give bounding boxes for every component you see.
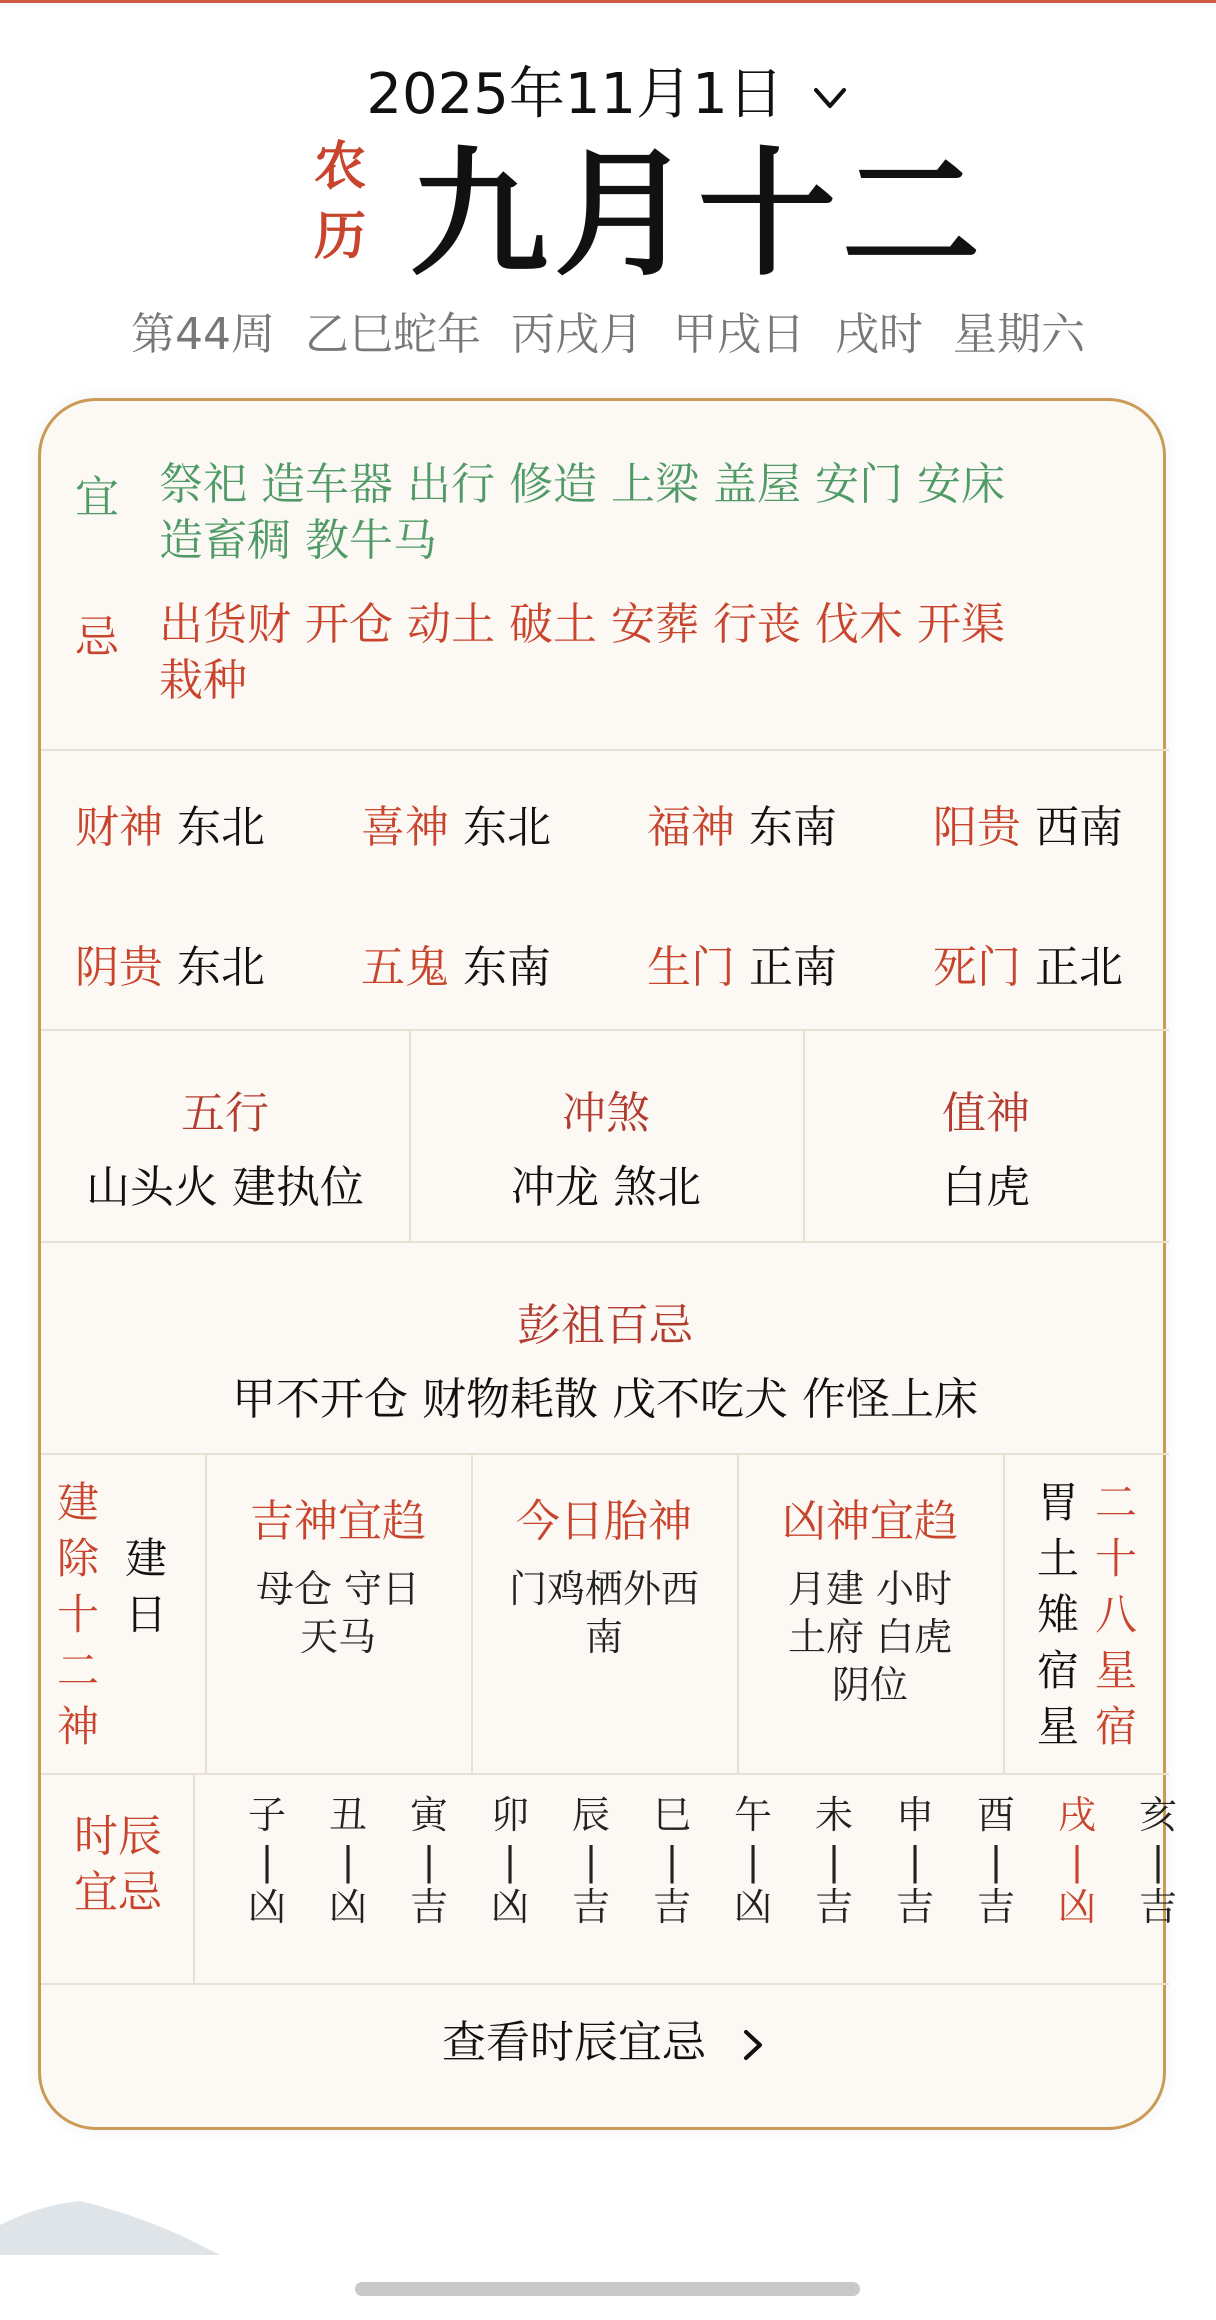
jishen-line: 天马 [299,1615,376,1659]
shichen-luck: 吉 [1138,1885,1177,1929]
shichen-bar: | [746,1839,760,1883]
chevron-down-icon [810,78,850,118]
xiongshen-value [737,1565,1003,1709]
xiu-label-char: 二 [1094,1478,1137,1527]
shichen-name: 酉 [976,1793,1015,1837]
xiu-label-char: 宿 [1094,1702,1137,1751]
shichen-item [1047,1789,1107,1933]
ji-item: 出货财 [159,599,291,650]
weekday: 星期六 [953,309,1085,360]
direction-value: 东北 [177,942,265,993]
divider [41,1773,1169,1775]
month-ganzhi: 丙戌月 [511,309,643,360]
shichen-name: 子 [247,1793,286,1837]
direction-fushen [647,791,837,855]
shichen-item [885,1789,945,1933]
xiu-label [1091,1475,1141,1755]
direction-key: 喜神 [361,802,449,853]
date-selector[interactable] [0,50,1216,130]
shichen-item [1128,1789,1188,1933]
shichen-item [723,1789,783,1933]
yi-item: 出行 [407,459,495,510]
taishen-title: 今日胎神 [516,1496,692,1547]
shichen-name: 寅 [409,1793,448,1837]
shichen-luck: 吉 [895,1885,934,1929]
shichen-item [966,1789,1026,1933]
yi-label: 宜 [75,472,119,523]
shichen-luck: 凶 [247,1885,286,1929]
shichen-name: 未 [814,1793,853,1837]
direction-value: 东南 [749,802,837,853]
solar-date: 2025年11月1日 [366,62,784,127]
shichen-name: 申 [895,1793,934,1837]
shichen-bar: | [665,1839,679,1883]
mountain-decoration [0,2195,220,2255]
ji-item: 行丧 [713,599,801,650]
shichen-luck: 凶 [490,1885,529,1929]
yi-item: 安床 [917,459,1005,510]
shichen-luck: 凶 [328,1885,367,1929]
direction-key: 死门 [933,942,1021,993]
shichen-bar: | [827,1839,841,1883]
shichen-name: 午 [733,1793,772,1837]
jianchu-value-char: 建 [124,1534,167,1583]
shichen-name: 巳 [652,1793,691,1837]
shichen-bar: | [1151,1839,1165,1883]
direction-value: 东北 [463,802,551,853]
shichen-luck: 吉 [976,1885,1015,1929]
xiongshen-line: 土府 白虎 [787,1615,953,1659]
jianchu-label-char: 二 [56,1646,99,1695]
direction-wugui [361,931,551,995]
divider [193,1773,195,1983]
day-ganzhi: 甲戌日 [673,309,805,360]
jianchu-label-char: 除 [56,1534,99,1583]
divider [41,1453,1169,1455]
yi-item: 祭祀 [159,459,247,510]
jianchu-value [121,1531,171,1643]
divider [41,1241,1169,1243]
jishen-value [205,1565,471,1661]
wuxing-title: 五行 [181,1088,269,1139]
home-indicator[interactable] [355,2282,860,2296]
ji-item: 安葬 [611,599,699,650]
lunar-label-char: 历 [313,207,366,267]
xiongshen-line: 阴位 [831,1663,908,1707]
shichen-bar: | [341,1839,355,1883]
xiu-value [1033,1475,1083,1755]
direction-value: 西南 [1035,802,1123,853]
shichen-luck: 吉 [571,1885,610,1929]
jishen-title: 吉神宜趋 [250,1496,426,1547]
xiu-value-char: 宿 [1036,1646,1079,1695]
direction-key: 五鬼 [361,942,449,993]
top-accent-line [0,0,1216,3]
xiu-label-char: 星 [1094,1646,1137,1695]
jianchu-label [53,1475,103,1755]
direction-key: 生门 [647,942,735,993]
direction-xishen [361,791,551,855]
direction-shengmen [647,931,837,995]
chongsha-value: 冲龙 煞北 [511,1162,701,1213]
week-number: 第44周 [131,309,275,360]
pengzu-value: 甲不开仓 财物耗散 戊不吃犬 作怪上床 [232,1374,978,1425]
zhishen-title: 值神 [942,1088,1030,1139]
zhishen-value: 白虎 [942,1162,1030,1213]
yi-item: 造畜稠 [159,515,291,566]
shichen-item [318,1789,378,1933]
direction-yanggui [933,791,1123,855]
direction-key: 福神 [647,802,735,853]
shichen-name: 戌 [1057,1793,1096,1837]
shichen-item [399,1789,459,1933]
direction-key: 阳贵 [933,802,1021,853]
direction-value: 东南 [463,942,551,993]
almanac-card [38,398,1177,2130]
shichen-bar: | [989,1839,1003,1883]
direction-key: 阴贵 [75,942,163,993]
xiu-value-char: 雉 [1036,1590,1079,1639]
shichen-item [237,1789,297,1933]
jianchu-label-char: 十 [56,1590,99,1639]
direction-value: 正北 [1035,942,1123,993]
xiongshen-title: 凶神宜趋 [782,1496,958,1547]
jishen-line: 母仓 守日 [255,1567,421,1611]
xiu-label-char: 十 [1094,1534,1137,1583]
chongsha-title: 冲煞 [562,1088,650,1139]
divider [1003,1453,1005,1773]
shichen-luck: 凶 [1057,1885,1096,1929]
jianchu-value-char: 日 [124,1590,167,1639]
yi-item: 修造 [509,459,597,510]
shichen-bar: | [503,1839,517,1883]
lunar-label [305,132,375,272]
ji-label: 忌 [75,612,119,663]
xiu-value-char: 胃 [1036,1478,1079,1527]
ji-item: 开仓 [305,599,393,650]
taishen-line: 门鸡栖外西 [508,1567,699,1611]
lunar-label-char: 农 [313,137,366,197]
shichen-name: 亥 [1138,1793,1177,1837]
direction-value: 东北 [177,802,265,853]
ji-item: 伐木 [815,599,903,650]
shichen-name: 卯 [490,1793,529,1837]
shichen-bar: | [260,1839,274,1883]
yi-item: 盖屋 [713,459,801,510]
shichen-label-line: 时辰 [74,1811,162,1862]
shichen-item [480,1789,540,1933]
shichen-bar: | [1070,1839,1084,1883]
shichen-name: 丑 [328,1793,367,1837]
jianchu-label-char: 神 [56,1702,99,1751]
date-info-line [0,298,1216,362]
shichen-luck: 吉 [814,1885,853,1929]
pengzu-title: 彭祖百忌 [517,1300,693,1351]
divider [41,1029,1169,1031]
direction-simen [933,931,1123,995]
ji-items [159,597,1119,709]
yi-item: 上梁 [611,459,699,510]
yi-item: 教牛马 [305,515,437,566]
xiu-label-char: 八 [1094,1590,1137,1639]
lunar-date: 九月十二 [410,134,987,295]
shichen-luck: 吉 [409,1885,448,1929]
shichen-bar: | [584,1839,598,1883]
view-shichen-button[interactable] [41,1983,1169,2103]
year-ganzhi: 乙巳蛇年 [305,309,481,360]
ji-item: 动土 [407,599,495,650]
shichen-bar: | [422,1839,436,1883]
yi-item: 造车器 [261,459,393,510]
hour-ganzhi: 戌时 [835,309,923,360]
xiongshen-line: 月建 小时 [787,1567,953,1611]
yi-item: 安门 [815,459,903,510]
yi-items [159,457,1119,569]
chevron-right-icon [738,2028,768,2062]
taishen-line: 南 [584,1615,623,1659]
ji-item: 开渠 [917,599,1005,650]
ji-item: 破土 [509,599,597,650]
xiu-value-char: 星 [1036,1702,1079,1751]
direction-value: 正南 [749,942,837,993]
shichen-bar: | [908,1839,922,1883]
taishen-value [471,1565,737,1661]
shichen-label [53,1809,183,1921]
shichen-item [561,1789,621,1933]
shichen-item [642,1789,702,1933]
direction-caishen [75,791,265,855]
xiu-value-char: 土 [1036,1534,1079,1583]
ji-item: 栽种 [159,655,247,706]
wuxing-value: 山头火 建执位 [86,1162,364,1213]
shichen-item [804,1789,864,1933]
jianchu-label-char: 建 [56,1478,99,1527]
direction-yingui [75,931,265,995]
shichen-luck: 凶 [733,1885,772,1929]
shichen-label-line: 宜忌 [74,1867,162,1918]
shichen-luck: 吉 [652,1885,691,1929]
view-shichen-label: 查看时辰宜忌 [442,2017,706,2068]
direction-key: 财神 [75,802,163,853]
shichen-name: 辰 [571,1793,610,1837]
divider [41,749,1169,751]
